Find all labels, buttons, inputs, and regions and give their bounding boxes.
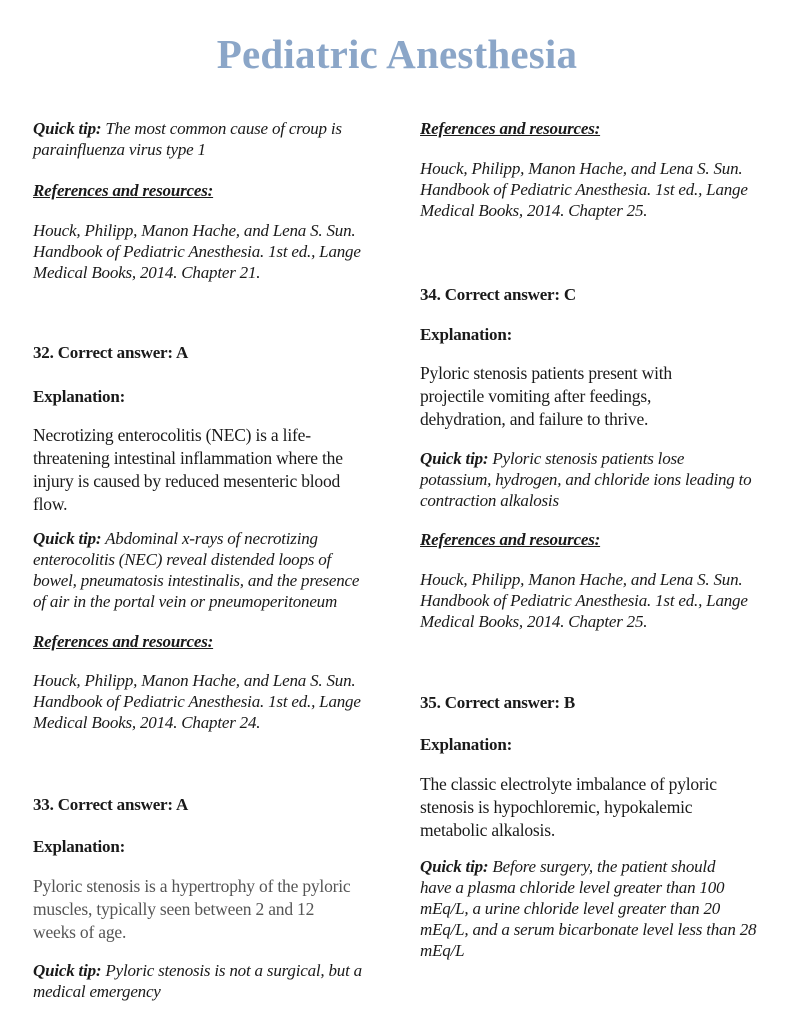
citation-line: Handbook of Pediatric Anesthesia. 1st ed., Lange <box>420 180 748 199</box>
citation-line: Medical Books, 2014. Chapter 21. <box>33 263 261 282</box>
quick-tip-text: Abdominal x-rays of necrotizing <box>105 529 318 548</box>
explanation-line: muscles, typically seen between 2 and 12 <box>33 899 315 919</box>
references-heading: References and resources: <box>33 632 214 651</box>
quick-tip-label: Quick tip: <box>33 119 102 138</box>
explanation-line: Pyloric stenosis is a hypertrophy of the pyloric <box>33 876 351 896</box>
explanation-line: Pyloric stenosis patients present with <box>420 363 672 383</box>
quick-tip-text: parainfluenza virus type 1 <box>33 140 206 159</box>
explanation-line: The classic electrolyte imbalance of pyloric <box>420 774 717 794</box>
explanation-text-34 <box>420 362 672 431</box>
quick-tip-text: The most common cause of croup is <box>105 119 342 138</box>
citation-line: Handbook of Pediatric Anesthesia. 1st ed., Lange <box>420 591 748 610</box>
quick-tip-text: Pyloric stenosis is not a surgical, but a <box>105 961 362 980</box>
explanation-line: flow. <box>33 494 68 514</box>
answer-heading-35: 35. Correct answer: B <box>420 693 576 712</box>
reference-citation <box>420 569 748 632</box>
references-heading: References and resources: <box>420 530 601 549</box>
citation-line: Handbook of Pediatric Anesthesia. 1st ed., Lange <box>33 242 361 261</box>
answer-heading-32: 32. Correct answer: A <box>33 343 189 362</box>
quick-tip-text: potassium, hydrogen, and chloride ions leading to <box>420 470 752 489</box>
quick-tip-35 <box>420 856 756 961</box>
citation-line: Houck, Philipp, Manon Hache, and Lena S. Sun. <box>33 221 356 240</box>
explanation-line: stenosis is hypochloremic, hypokalemic <box>420 797 693 817</box>
quick-tip-text: of air in the portal vein or pneumoperitoneum <box>33 592 338 611</box>
explanation-label: Explanation: <box>33 837 126 856</box>
reference-citation <box>33 220 361 283</box>
citation-line: Houck, Philipp, Manon Hache, and Lena S. Sun. <box>33 671 356 690</box>
answer-heading-34: 34. Correct answer: C <box>420 285 576 304</box>
explanation-text-33 <box>33 875 351 944</box>
explanation-label: Explanation: <box>33 387 126 406</box>
page-title: Pediatric Anesthesia <box>216 31 578 77</box>
quick-tip-text: mEq/L <box>420 941 465 960</box>
explanation-line: threatening intestinal inflammation where the <box>33 448 343 468</box>
quick-tip-text: bowel, pneumatosis intestinalis, and the presence <box>33 571 360 590</box>
explanation-line: injury is caused by reduced mesenteric blood <box>33 471 341 491</box>
explanation-line: dehydration, and failure to thrive. <box>420 409 649 429</box>
quick-tip-text: have a plasma chloride level greater than 100 <box>420 878 725 897</box>
explanation-label: Explanation: <box>420 735 513 754</box>
citation-line: Houck, Philipp, Manon Hache, and Lena S. Sun. <box>420 570 743 589</box>
explanation-line: weeks of age. <box>33 922 127 942</box>
quick-tip-34 <box>420 448 751 511</box>
quick-tip-label: Quick tip: <box>420 449 489 468</box>
explanation-line: projectile vomiting after feedings, <box>420 386 652 406</box>
citation-line: Handbook of Pediatric Anesthesia. 1st ed., Lange <box>33 692 361 711</box>
references-heading: References and resources: <box>33 181 214 200</box>
reference-citation <box>33 670 361 733</box>
quick-tip-label: Quick tip: <box>420 857 489 876</box>
quick-tip-text: contraction alkalosis <box>420 491 559 510</box>
quick-tip-text: mEq/L, and a serum bicarbonate level less than 28 <box>420 920 757 939</box>
quick-tip-text: medical emergency <box>33 982 161 1001</box>
references-heading: References and resources: <box>420 119 601 138</box>
explanation-text-32 <box>33 424 343 516</box>
citation-line: Houck, Philipp, Manon Hache, and Lena S. Sun. <box>420 159 743 178</box>
quick-tip-text: enterocolitis (NEC) reveal distended loops of <box>33 550 332 569</box>
quick-tip-33 <box>33 960 362 1002</box>
quick-tip-label: Quick tip: <box>33 961 102 980</box>
quick-tip-text: mEq/L, a urine chloride level greater than 20 <box>420 899 721 918</box>
quick-tip-32 <box>33 528 359 612</box>
citation-line: Medical Books, 2014. Chapter 25. <box>420 201 648 220</box>
explanation-line: Necrotizing enterocolitis (NEC) is a life- <box>33 425 311 445</box>
quick-tip-text: Pyloric stenosis patients lose <box>492 449 685 468</box>
citation-line: Medical Books, 2014. Chapter 24. <box>33 713 261 732</box>
citation-line: Medical Books, 2014. Chapter 25. <box>420 612 648 631</box>
explanation-label: Explanation: <box>420 325 513 344</box>
reference-citation <box>420 158 748 221</box>
quick-tip-31 <box>33 118 342 160</box>
answer-heading-33: 33. Correct answer: A <box>33 795 189 814</box>
explanation-text-35 <box>420 773 717 842</box>
quick-tip-text: Before surgery, the patient should <box>492 857 716 876</box>
explanation-line: metabolic alkalosis. <box>420 820 555 840</box>
quick-tip-label: Quick tip: <box>33 529 102 548</box>
